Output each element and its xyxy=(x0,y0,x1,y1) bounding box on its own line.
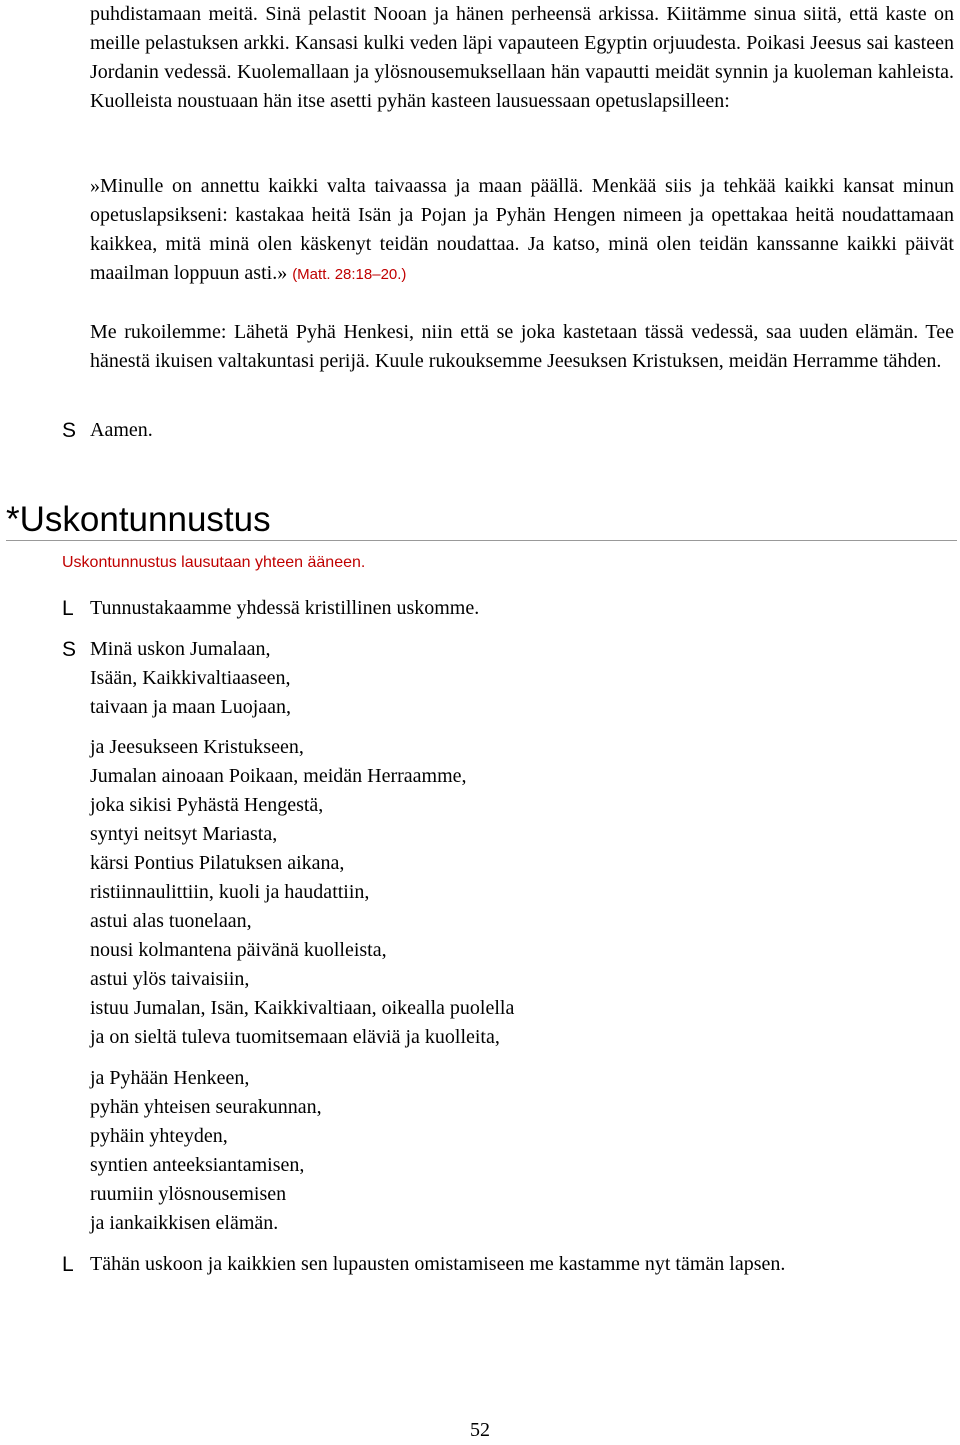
creed-line: nousi kolmantena päivänä kuolleista, xyxy=(90,939,387,961)
baptism-declaration: Tähän uskoon ja kaikkien sen lupausten omistamiseen me kastamme nyt tämän lapsen. xyxy=(90,1253,786,1275)
creed-line: ja on sieltä tuleva tuomitsemaan eläviä ja kuolleita, xyxy=(90,1026,500,1048)
creed-line: astui ylös taivaisiin, xyxy=(90,968,250,990)
creed-line: Jumalan ainoaan Poikaan, meidän Herraamme, xyxy=(90,765,467,787)
creed-line: pyhän yhteisen seurakunnan, xyxy=(90,1096,322,1118)
creed-line: pyhäin yhteyden, xyxy=(90,1125,228,1147)
speaker-marker-leader: L xyxy=(62,1253,74,1276)
creed-line: istuu Jumalan, Isän, Kaikkivaltiaan, oikealla puolella xyxy=(90,997,515,1019)
creed-line: ja Jeesukseen Kristukseen, xyxy=(90,736,304,758)
creed-line: Minä uskon Jumalaan, xyxy=(90,638,271,660)
prayer-opening-paragraph: puhdistamaan meitä. Sinä pelastit Nooan ja hänen perheensä arkissa. Kiitämme sinua siitä, että kaste on meille pelastuksen arkki. Kansasi kulki veden läpi vapauteen Egyptin orjuudesta. Poikasi Jeesus sai kasteen Jordanin vedessä. Kuolemallaan ja ylösnousemuksellaan hän vapautti meidät synnin ja kuoleman kahleista. Kuolleista noustuaan hän itse asetti pyhän kasteen lausuessaan opetuslapsilleen: xyxy=(90,3,954,112)
creed-line: ja Pyhään Henkeen, xyxy=(90,1067,250,1089)
creed-line: ruumiin ylösnousemisen xyxy=(90,1183,287,1205)
creed-line: kärsi Pontius Pilatuksen aikana, xyxy=(90,852,345,874)
creed-line: Isään, Kaikkivaltiaaseen, xyxy=(90,667,291,689)
creed-line: astui alas tuonelaan, xyxy=(90,910,252,932)
creed-line: ja iankaikkisen elämän. xyxy=(90,1212,279,1234)
petition-paragraph: Me rukoilemme: Lähetä Pyhä Henkesi, niin että se joka kastetaan tässä vedessä, saa uuden elämän. Tee hänestä ikuisen valtakuntasi perijä. Kuule rukouksemme Jeesuksen Kristuksen, meidän Herramme tähden. xyxy=(90,321,954,372)
scripture-quote-text: »Minulle on annettu kaikki valta taivaassa ja maan päällä. Menkää siis ja tehkää kaikki kansat minun opetuslapsikseni: kastakaa heitä Isän ja Pojan ja Pyhän Hengen nimeen ja opettakaa heitä noudattamaan kaikkea, mitä minä olen käskenyt teidän noudattaa. Ja katso, minä olen teidän kanssanne kaikki päivät maailman loppuun asti.» xyxy=(90,175,954,284)
speaker-marker-congregation: S xyxy=(62,638,77,661)
scripture-quote-paragraph xyxy=(90,172,954,289)
creed-line: syntien anteeksiantamisen, xyxy=(90,1154,305,1176)
page-number: 52 xyxy=(470,1419,490,1441)
speaker-marker-congregation: S xyxy=(62,419,77,442)
scripture-reference: (Matt. 28:18–20.) xyxy=(292,266,407,283)
creed-line: ristiinnaulittiin, kuoli ja haudattiin, xyxy=(90,881,370,903)
creed-line: joka sikisi Pyhästä Hengestä, xyxy=(90,794,324,816)
amen-response: Aamen. xyxy=(90,419,153,441)
creed-line: taivaan ja maan Luojaan, xyxy=(90,696,292,718)
heading-divider xyxy=(6,540,957,541)
creed-invitation: Tunnustakaamme yhdessä kristillinen uskomme. xyxy=(90,597,480,619)
section-heading: *Uskontunnustus xyxy=(6,500,271,539)
speaker-marker-leader: L xyxy=(62,597,74,620)
rubric-instruction: Uskontunnustus lausutaan yhteen ääneen. xyxy=(62,554,366,571)
creed-line: syntyi neitsyt Mariasta, xyxy=(90,823,278,845)
